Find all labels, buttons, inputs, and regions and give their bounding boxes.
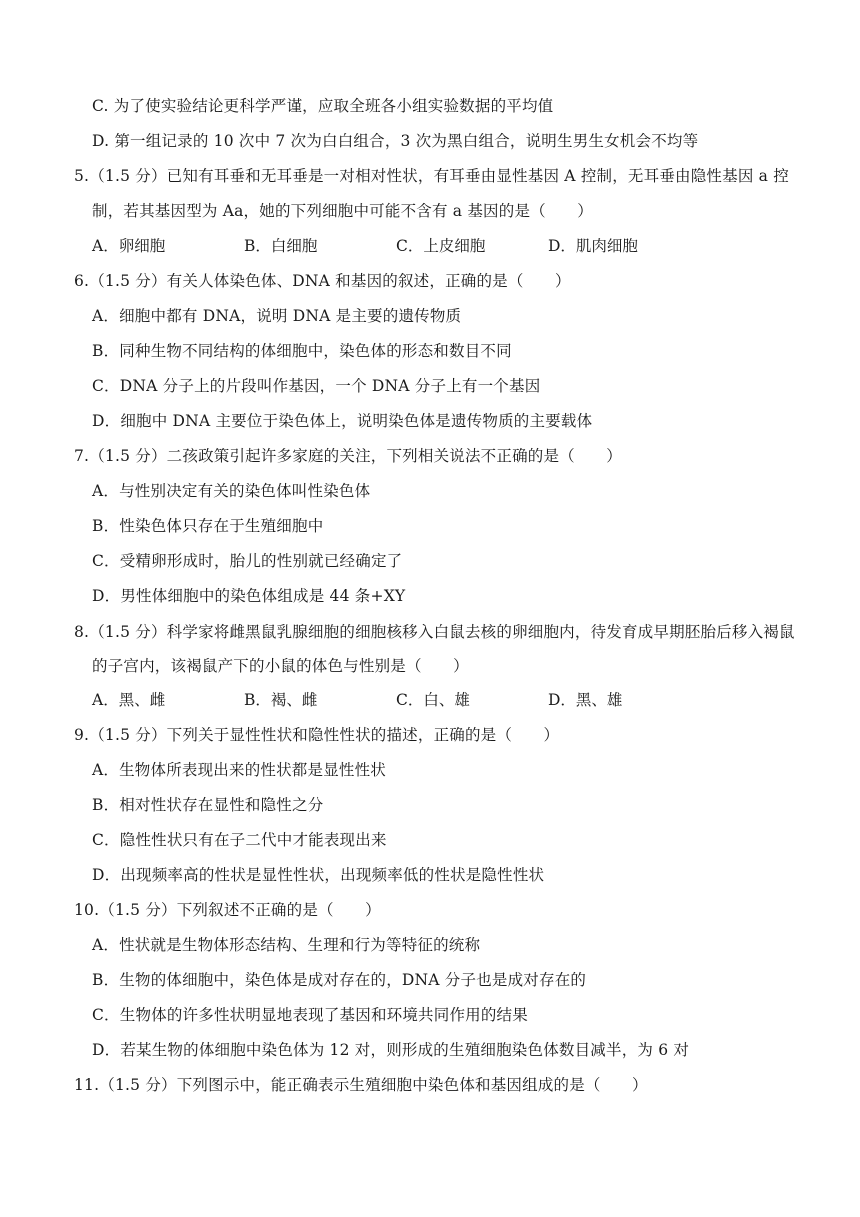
q8-option-a: A．黑、雌 xyxy=(92,691,166,709)
q8-option-b: B．褐、雌 xyxy=(244,691,318,709)
q11-stem: 11.（1.5 分）下列图示中，能正确表示生殖细胞中染色体和基因组成的是（ ） xyxy=(74,1076,648,1094)
q4-option-c: C. 为了使实验结论更科学严谨，应取全班各小组实验数据的平均值 xyxy=(92,97,554,115)
q10-option-a: A．性状就是生物体形态结构、生理和行为等特征的统称 xyxy=(92,936,481,954)
q7-stem: 7.（1.5 分）二孩政策引起许多家庭的关注，下列相关说法不正确的是（ ） xyxy=(74,447,622,465)
q6-option-b: B．同种生物不同结构的体细胞中，染色体的形态和数目不同 xyxy=(92,342,512,360)
q5-option-a: A．卵细胞 xyxy=(92,237,166,255)
q7-option-d: D．男性体细胞中的染色体组成是 44 条+XY xyxy=(92,587,406,605)
q8-option-d: D．黑、雄 xyxy=(548,691,623,709)
q5-stem-line1: 5.（1.5 分）已知有耳垂和无耳垂是一对相对性状，有耳垂由显性基因 A 控制，无耳垂由隐性基因 a 控 xyxy=(74,167,789,185)
q9-option-d: D．出现频率高的性状是显性性状，出现频率低的性状是隐性性状 xyxy=(92,866,545,884)
q5-option-b: B．白细胞 xyxy=(244,237,318,255)
q4-option-d: D. 第一组记录的 10 次中 7 次为白白组合，3 次为黑白组合，说明生男生女机会不均等 xyxy=(92,132,699,150)
q6-stem: 6.（1.5 分）有关人体染色体、DNA 和基因的叙述，正确的是（ ） xyxy=(74,272,571,290)
q6-option-a: A．细胞中都有 DNA，说明 DNA 是主要的遗传物质 xyxy=(92,307,462,325)
q8-option-c: C．白、雄 xyxy=(396,691,470,709)
q9-option-b: B．相对性状存在显性和隐性之分 xyxy=(92,796,324,814)
q10-stem: 10.（1.5 分）下列叙述不正确的是（ ） xyxy=(74,901,381,919)
q7-option-b: B．性染色体只存在于生殖细胞中 xyxy=(92,517,324,535)
q5-option-d: D．肌肉细胞 xyxy=(548,237,638,255)
q10-option-c: C．生物体的许多性状明显地表现了基因和环境共同作用的结果 xyxy=(92,1006,528,1024)
q7-option-a: A．与性别决定有关的染色体叫性染色体 xyxy=(92,482,371,500)
q5-option-c: C．上皮细胞 xyxy=(396,237,486,255)
q10-option-b: B．生物的体细胞中，染色体是成对存在的，DNA 分子也是成对存在的 xyxy=(92,971,587,989)
q9-stem: 9.（1.5 分）下列关于显性性状和隐性性状的描述，正确的是（ ） xyxy=(74,726,560,744)
q7-option-c: C．受精卵形成时，胎儿的性别就已经确定了 xyxy=(92,552,403,570)
q9-option-a: A．生物体所表现出来的性状都是显性性状 xyxy=(92,761,386,779)
q8-stem-line2: 的子宫内，该褐鼠产下的小鼠的体色与性别是（ ） xyxy=(92,657,469,675)
q9-option-c: C．隐性性状只有在子二代中才能表现出来 xyxy=(92,831,387,849)
q10-option-d: D．若某生物的体细胞中染色体为 12 对，则形成的生殖细胞染色体数目减半，为 6 对 xyxy=(92,1041,690,1059)
q6-option-d: D．细胞中 DNA 主要位于染色体上，说明染色体是遗传物质的主要载体 xyxy=(92,412,593,430)
q8-stem-line1: 8.（1.5 分）科学家将雌黑鼠乳腺细胞的细胞核移入白鼠去核的卵细胞内，待发育成早期胚胎后移入褐鼠 xyxy=(74,623,795,641)
q6-option-c: C．DNA 分子上的片段叫作基因，一个 DNA 分子上有一个基因 xyxy=(92,377,541,395)
q5-stem-line2: 制，若其基因型为 Aa，她的下列细胞中可能不含有 a 基因的是（ ） xyxy=(92,202,593,220)
